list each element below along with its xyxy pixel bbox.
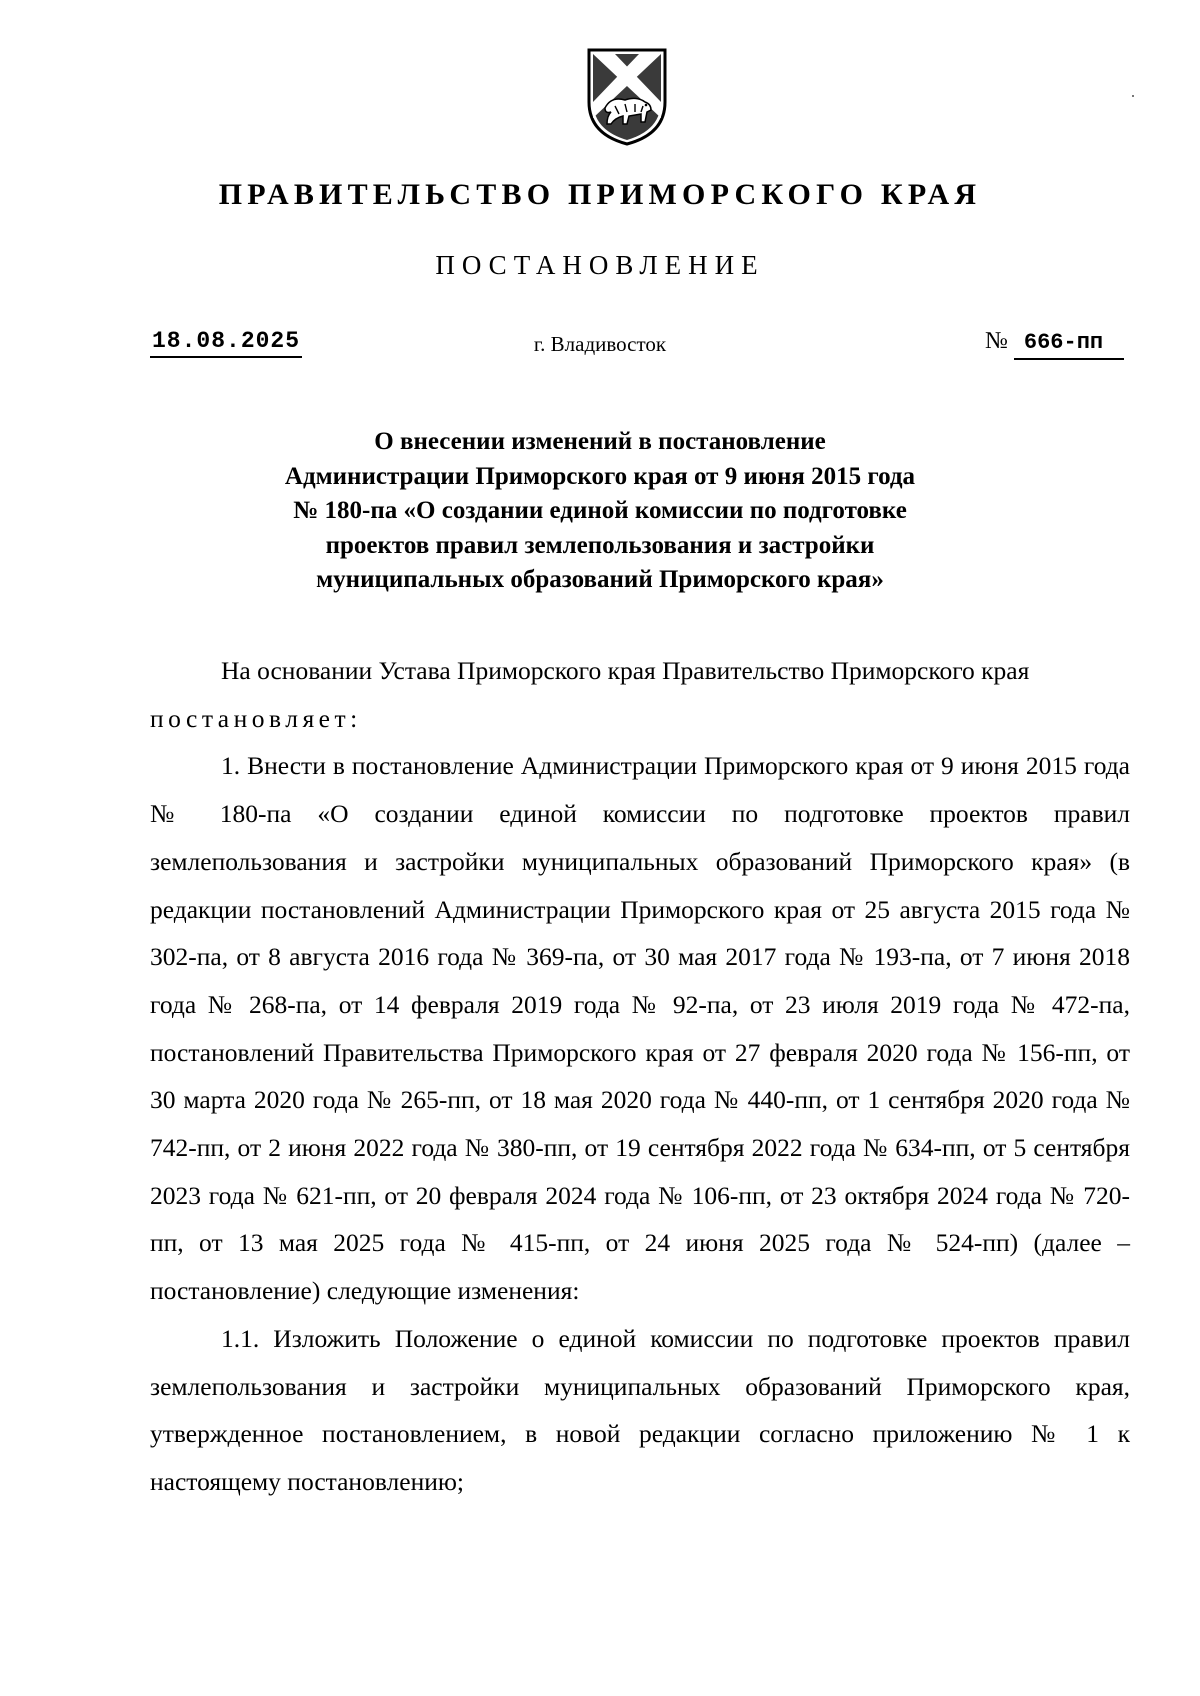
heading-line: Администрации Приморского края от 9 июня 2015 года	[284, 462, 916, 490]
primorsky-krai-coat-of-arms-icon	[585, 44, 669, 146]
scan-speck	[1132, 95, 1134, 97]
coat-of-arms-emblem	[585, 44, 669, 146]
government-name: ПРАВИТЕЛЬСТВО ПРИМОРСКОГО КРАЯ	[218, 178, 982, 211]
heading-line: О внесении изменений в постановление	[374, 428, 826, 455]
number-sign: №	[985, 328, 1008, 354]
document-type: ПОСТАНОВЛЕНИЕ	[435, 250, 765, 280]
heading-line: № 180-па «О создании единой комиссии по подготовке	[293, 497, 907, 524]
document-number: 666-пп	[1014, 329, 1124, 360]
item-1-paragraph: 1. Внести в постановление Администрации Приморского края от 9 июня 2015 года № 180-па «О создании единой комиссии по подготовке проектов правил землепользования и застройки муниципальных образований Приморского края» (в редакции постановлений Администрации Приморского края от 25 августа 2015 года № 302-па, от 8 августа 2016 года № 369-па, от 30 мая 2017 года № 193-па, от 7 июня 2018 года № 268-па, от 14 февраля 2019 года № 92-па, от 23 июля 2019 года № 472-па, постановлений Правительства Приморского края от 27 февраля 2020 года № 156-пп, от 30 марта 2020 года № 265-пп, от 18 мая 2020 года № 440-пп, от 1 сентября 2020 года № 742-пп, от 2 июня 2022 года № 380-пп, от 19 сентября 2022 года № 634-пп, от 5 сентября 2023 года № 621-пп, от 20 февраля 2024 года № 106-пп, от 23 октября 2024 года № 720-пп, от 13 мая 2025 года № 415-пп, от 24 июня 2025 года № 524-пп) (далее – постановление) следующие изменения:	[150, 751, 1130, 1306]
document-number-field	[985, 327, 1124, 360]
heading-line: проектов правил землепользования и застройки	[325, 531, 875, 559]
document-city: г. Владивосток	[533, 332, 667, 356]
heading-line: муниципальных образований Приморского края»	[316, 566, 884, 593]
decree-word: постановляет:	[150, 703, 362, 733]
document-body	[150, 647, 1130, 1506]
document-date: 18.08.2025	[150, 327, 302, 358]
item-1-1-paragraph: 1.1. Изложить Положение о единой комиссии по подготовке проектов правил землепользования и застройки муниципальных образований Приморского края, утвержденное постановлением, в новой редакции согласно приложению № 1 к настоящему постановлению;	[150, 1323, 1130, 1496]
document-heading	[0, 425, 1200, 598]
preamble-paragraph: На основании Устава Приморского края Правительство Приморского края	[221, 656, 1030, 685]
